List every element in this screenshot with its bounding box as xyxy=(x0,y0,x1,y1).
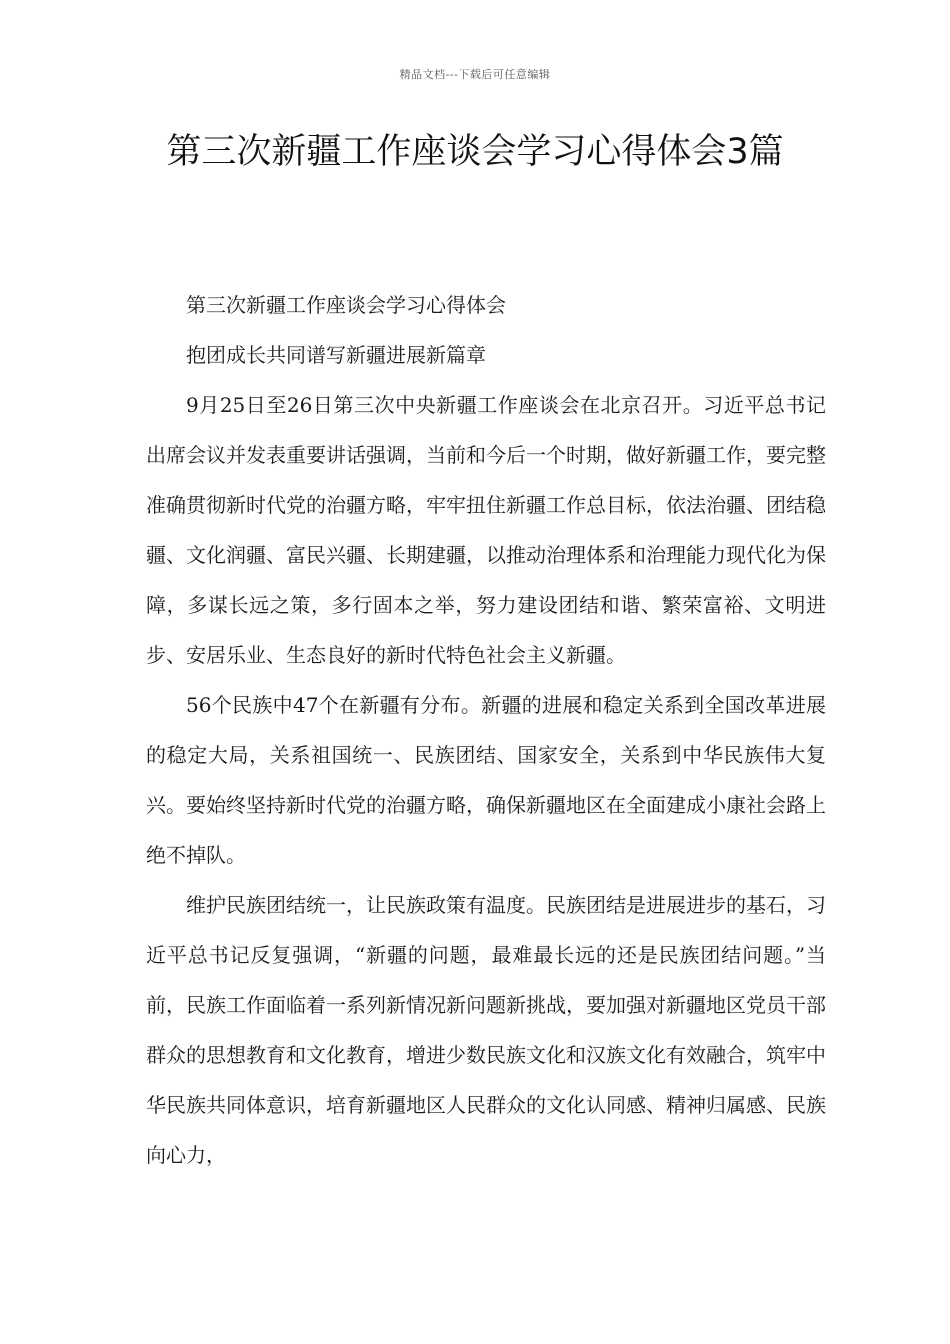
header-note: 精品文档---下载后可任意编辑 xyxy=(399,68,551,81)
document-title: 第三次新疆工作座谈会学习心得体会3篇 xyxy=(166,132,784,172)
subtitle: 第三次新疆工作座谈会学习心得体会 xyxy=(186,293,506,317)
paragraph-2: 56个民族中47个在新疆有分布。新疆的进展和稳定关系到全国改革进展的稳定大局，关系祖国统一、民族团结、国家安全，关系到中华民族伟大复兴。要始终坚持新时代党的治疆方略，确保新疆地区在全面建成小康社会路上绝不掉队。 xyxy=(146,693,826,867)
section-heading: 抱团成长共同谱写新疆进展新篇章 xyxy=(186,343,486,367)
document-body xyxy=(146,280,826,1180)
paragraph-1: 9月25日至26日第三次中央新疆工作座谈会在北京召开。习近平总书记出席会议并发表重要讲话强调，当前和今后一个时期，做好新疆工作，要完整准确贯彻新时代党的治疆方略，牢牢扭住新疆工作总目标，依法治疆、团结稳疆、文化润疆、富民兴疆、长期建疆，以推动治理体系和治理能力现代化为保障，多谋长远之策，多行固本之举，努力建设团结和谐、繁荣富裕、文明进步、安居乐业、生态良好的新时代特色社会主义新疆。 xyxy=(146,393,826,667)
paragraph-3: 维护民族团结统一，让民族政策有温度。民族团结是进展进步的基石，习近平总书记反复强调，“新疆的问题，最难最长远的还是民族团结问题。”当前，民族工作面临着一系列新情况新问题新挑战，要加强对新疆地区党员干部群众的思想教育和文化教育，增进少数民族文化和汉族文化有效融合，筑牢中华民族共同体意识，培育新疆地区人民群众的文化认同感、精神归属感、民族向心力， xyxy=(146,893,826,1167)
